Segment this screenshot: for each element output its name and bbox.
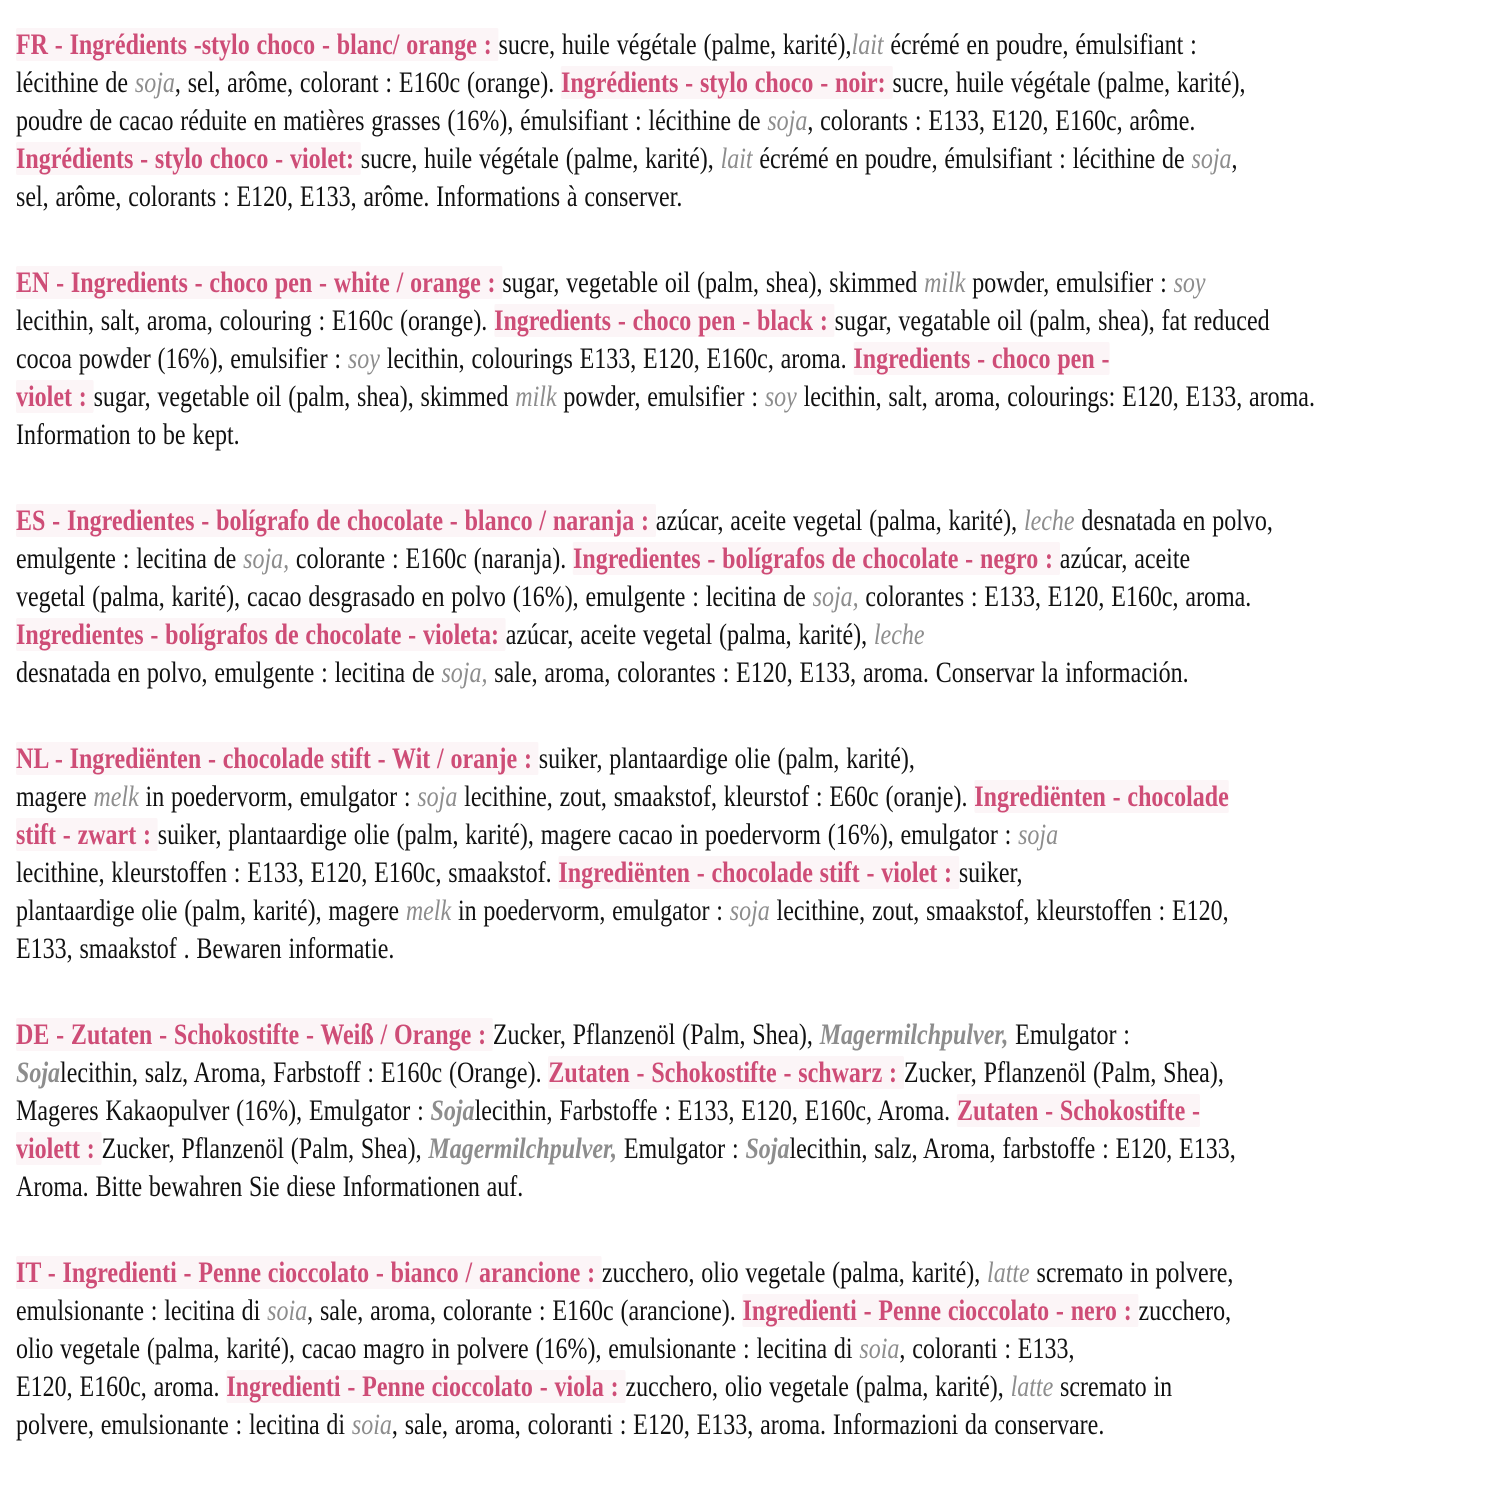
text-segment: soia	[351, 1408, 392, 1441]
text-line	[16, 1092, 1500, 1130]
text-segment: milk	[924, 266, 966, 299]
ingredient-header: Ingredients - choco pen - black :	[494, 304, 835, 337]
ingredient-section-en	[16, 264, 1500, 454]
text-segment: desnatada en polvo,	[1074, 504, 1273, 537]
text-segment: in poedervorm, emulgator :	[451, 894, 730, 927]
text-segment: in poedervorm, emulgator :	[138, 780, 418, 813]
text-line	[16, 1168, 1500, 1206]
text-segment: poudre de cacao réduite en matières grasses (16%), émulsifiant : lécithine de	[16, 104, 768, 137]
text-line	[16, 1368, 1500, 1406]
text-segment: , colorants : E133, E120, E160c, arôme.	[807, 104, 1196, 137]
text-segment: écrémé en poudre, émulsifiant : lécithine de	[752, 142, 1192, 175]
text-segment: , sale, aroma, colorante : E160c (arancione).	[307, 1294, 743, 1327]
text-line	[16, 616, 1500, 654]
text-segment: E133, smaakstof . Bewaren informatie.	[16, 932, 395, 965]
text-segment: zucchero, olio vegetale (palma, karité),	[625, 1370, 1011, 1403]
text-segment: lecithin, salt, aroma, colouring : E160c (orange).	[16, 304, 495, 337]
text-line	[16, 1292, 1500, 1330]
text-segment: soja	[134, 66, 175, 99]
text-segment: lecithine, zout, smaakstof, kleurstoffen : E120,	[769, 894, 1229, 927]
text-segment: leche	[873, 618, 925, 651]
text-segment: suiker,	[958, 856, 1023, 889]
ingredient-header: IT - Ingredienti - Penne cioccolato - bianco / arancione :	[16, 1256, 602, 1289]
text-segment: olio vegetale (palma, karité), cacao magro in polvere (16%), emulsionante : lecitina di	[16, 1332, 860, 1365]
text-segment: lecithine, zout, smaakstof, kleurstof : E60c (oranje).	[457, 780, 975, 813]
text-segment: sugar, vegatable oil (palm, shea), fat reduced	[834, 304, 1270, 337]
text-segment: sucre, huile végétale (palme, karité),	[892, 66, 1246, 99]
ingredient-header: Ingredientes - bolígrafos de chocolate - negro :	[573, 542, 1060, 575]
text-segment: lecithin, salz, Aroma, farbstoffe : E120, E133,	[789, 1132, 1236, 1165]
text-segment: Information to be kept.	[16, 418, 240, 451]
text-line	[16, 102, 1500, 140]
text-segment: plantaardige olie (palm, karité), magere	[16, 894, 406, 927]
text-segment: Soja	[430, 1094, 475, 1127]
text-segment: ,	[1231, 142, 1238, 175]
text-segment: soja	[1018, 818, 1059, 851]
text-segment: Zucker, Pflanzenöl (Palm, Shea),	[492, 1018, 820, 1051]
text-segment: soia	[267, 1294, 308, 1327]
text-segment: zucchero, olio vegetale (palma, karité),	[601, 1256, 988, 1289]
text-line	[16, 378, 1500, 416]
text-segment: E120, E160c, aroma.	[16, 1370, 227, 1403]
text-segment: soja,	[243, 542, 290, 575]
text-line	[16, 26, 1500, 64]
text-segment: emulgente : lecitina de	[16, 542, 244, 575]
text-segment: suiker, plantaardige olie (palm, karité),	[538, 742, 915, 775]
text-segment: sucre, huile végétale (palme, karité),	[498, 28, 852, 61]
ingredient-header: Ingredienti - Penne cioccolato - nero :	[742, 1294, 1139, 1327]
text-line	[16, 140, 1500, 178]
text-segment: Soja	[16, 1056, 61, 1089]
text-line	[16, 654, 1500, 692]
text-segment: , coloranti : E133,	[899, 1332, 1075, 1365]
ingredient-header: NL - Ingrediënten - chocolade stift - Wit / oranje :	[16, 742, 539, 775]
text-segment: azúcar, aceite vegetal (palma, karité),	[505, 618, 874, 651]
text-segment: lecithin, colourings E133, E120, E160c, aroma.	[379, 342, 854, 375]
text-segment: , sale, aroma, coloranti : E120, E133, aroma. Informazioni da conservare.	[391, 1408, 1105, 1441]
text-segment: magere	[16, 780, 94, 813]
text-line	[16, 740, 1500, 778]
text-segment: , sel, arôme, colorant : E160c (orange).	[174, 66, 562, 99]
text-segment: soja	[729, 894, 770, 927]
text-line	[16, 578, 1500, 616]
ingredient-header: Ingrédients - stylo choco - noir:	[561, 66, 893, 99]
text-segment: sel, arôme, colorants : E120, E133, arôme. Informations à conserver.	[16, 180, 683, 213]
ingredient-section-it	[16, 1254, 1500, 1444]
text-line	[16, 302, 1500, 340]
text-segment: lecithine, kleurstoffen : E133, E120, E160c, smaakstof.	[16, 856, 559, 889]
ingredient-header: violet :	[16, 380, 94, 413]
text-line	[16, 1054, 1500, 1092]
text-line	[16, 1254, 1500, 1292]
text-segment: emulsionante : lecitina di	[16, 1294, 268, 1327]
text-segment: colorante : E160c (naranja).	[289, 542, 573, 575]
text-segment: milk	[515, 380, 557, 413]
text-segment: Emulgator :	[1008, 1018, 1130, 1051]
text-segment: lait	[720, 142, 753, 175]
text-segment: polvere, emulsionante : lecitina di	[16, 1408, 352, 1441]
text-segment: Emulgator :	[617, 1132, 746, 1165]
ingredient-header: Ingredients - choco pen -	[853, 342, 1110, 375]
text-segment: lecithin, salt, aroma, colourings: E120, E133, aroma.	[796, 380, 1315, 413]
text-segment: azúcar, aceite vegetal (palma, karité),	[655, 504, 1024, 537]
text-line	[16, 778, 1500, 816]
text-segment: lecithin, Farbstoffe : E133, E120, E160c, Aroma.	[474, 1094, 957, 1127]
text-line	[16, 64, 1500, 102]
text-segment: Magermilchpulver,	[819, 1018, 1009, 1051]
text-segment: lait	[851, 28, 884, 61]
ingredient-section-nl	[16, 740, 1500, 968]
text-segment: latte	[1010, 1370, 1054, 1403]
text-segment: cocoa powder (16%), emulsifier :	[16, 342, 348, 375]
text-segment: lécithine de	[16, 66, 135, 99]
text-segment: melk	[405, 894, 452, 927]
ingredient-header: ES - Ingredientes - bolígrafo de chocolate - blanco / naranja :	[16, 504, 656, 537]
text-segment: leche	[1023, 504, 1075, 537]
text-segment: melk	[93, 780, 139, 813]
ingredient-header: Ingredienti - Penne cioccolato - viola :	[226, 1370, 626, 1403]
ingredient-header: violett :	[16, 1132, 102, 1165]
text-line	[16, 854, 1500, 892]
text-segment: powder, emulsifier :	[965, 266, 1174, 299]
text-segment: soja	[1191, 142, 1232, 175]
text-segment: colorantes : E133, E120, E160c, aroma.	[858, 580, 1252, 613]
text-line	[16, 930, 1500, 968]
text-segment: Zucker, Pflanzenöl (Palm, Shea),	[101, 1132, 429, 1165]
text-segment: soja,	[812, 580, 859, 613]
text-line	[16, 340, 1500, 378]
text-segment: Mageres Kakaopulver (16%), Emulgator :	[16, 1094, 431, 1127]
ingredient-header: stift - zwart :	[16, 818, 158, 851]
text-segment: soy	[1173, 266, 1206, 299]
ingredient-header: FR - Ingrédients -stylo choco - blanc/ orange :	[16, 28, 499, 61]
text-segment: soia	[859, 1332, 900, 1365]
text-segment: Aroma. Bitte bewahren Sie diese Informationen auf.	[16, 1170, 524, 1203]
ingredient-section-es	[16, 502, 1500, 692]
text-line	[16, 540, 1500, 578]
text-segment: Soja	[745, 1132, 790, 1165]
text-segment: sugar, vegetable oil (palm, shea), skimmed	[93, 380, 516, 413]
text-segment: desnatada en polvo, emulgente : lecitina de	[16, 656, 442, 689]
text-segment: Zucker, Pflanzenöl (Palm, Shea),	[903, 1056, 1224, 1089]
text-line	[16, 1016, 1500, 1054]
ingredient-section-fr	[16, 26, 1500, 216]
text-segment: soja,	[441, 656, 488, 689]
text-line	[16, 178, 1500, 216]
text-segment: soy	[764, 380, 797, 413]
ingredient-header: Zutaten - Schokostifte - schwarz :	[548, 1056, 904, 1089]
text-line	[16, 1406, 1500, 1444]
text-line	[16, 816, 1500, 854]
text-line	[16, 1130, 1500, 1168]
text-line	[16, 264, 1500, 302]
text-segment: lecithin, salz, Aroma, Farbstoff : E160c (Orange).	[60, 1056, 549, 1089]
text-segment: sugar, vegetable oil (palm, shea), skimmed	[502, 266, 925, 299]
text-segment: soja	[767, 104, 808, 137]
text-segment: scremato in polvere,	[1029, 1256, 1234, 1289]
ingredient-header: Ingrediënten - chocolade	[974, 780, 1229, 813]
text-segment: scremato in	[1053, 1370, 1173, 1403]
text-line	[16, 892, 1500, 930]
text-segment: azúcar, aceite	[1059, 542, 1191, 575]
text-segment: soja	[417, 780, 458, 813]
text-segment: powder, emulsifier :	[556, 380, 765, 413]
text-segment: sale, aroma, colorantes : E120, E133, aroma. Conservar la información.	[487, 656, 1189, 689]
text-segment: vegetal (palma, karité), cacao desgrasado en polvo (16%), emulgente : lecitina de	[16, 580, 813, 613]
ingredient-header: Ingredientes - bolígrafos de chocolate - violeta:	[16, 618, 506, 651]
text-segment: Magermilchpulver,	[428, 1132, 618, 1165]
ingredient-header: Ingrédients - stylo choco - violet:	[16, 142, 361, 175]
text-segment: suiker, plantaardige olie (palm, karité), magere cacao in poedervorm (16%), emulgator :	[157, 818, 1019, 851]
text-segment: latte	[987, 1256, 1030, 1289]
text-line	[16, 502, 1500, 540]
text-segment: zucchero,	[1138, 1294, 1232, 1327]
ingredient-section-de	[16, 1016, 1500, 1206]
text-line	[16, 416, 1500, 454]
ingredient-header: DE - Zutaten - Schokostifte - Weiß / Orange :	[16, 1018, 493, 1051]
ingredient-header: Zutaten - Schokostifte -	[956, 1094, 1201, 1127]
ingredient-header: Ingrediënten - chocolade stift - violet :	[558, 856, 959, 889]
text-line	[16, 1330, 1500, 1368]
ingredient-header: EN - Ingredients - choco pen - white / orange :	[16, 266, 503, 299]
text-segment: sucre, huile végétale (palme, karité),	[360, 142, 721, 175]
text-segment: écrémé en poudre, émulsifiant :	[883, 28, 1197, 61]
text-segment: soy	[347, 342, 380, 375]
